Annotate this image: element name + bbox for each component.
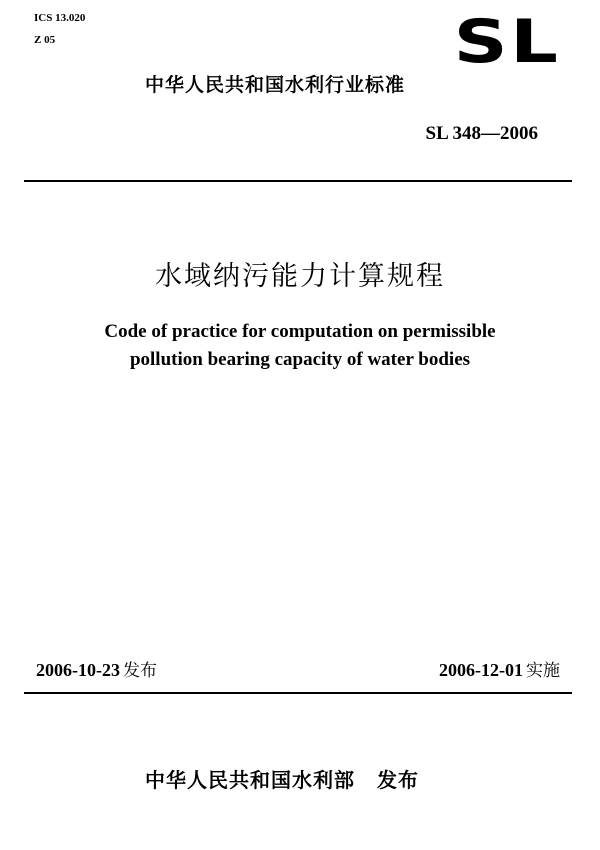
standard-type: 中华人民共和国水利行业标准 — [145, 74, 406, 96]
issuer-block — [145, 764, 419, 796]
publish-date-block — [36, 656, 157, 685]
issuer-action: 发布 — [377, 768, 419, 792]
bottom-divider — [24, 692, 572, 694]
title-chinese: 水域纳污能力计算规程 — [155, 261, 445, 292]
issuer-name: 中华人民共和国水利部 — [145, 768, 355, 792]
classification-code: Z 05 — [34, 34, 56, 46]
ics-code: ICS 13.020 — [34, 12, 86, 24]
publish-label: 发布 — [123, 661, 157, 681]
title-english — [0, 318, 600, 374]
implement-label: 实施 — [526, 661, 560, 681]
sl-logo: SL — [453, 7, 560, 77]
standard-number: SL 348—2006 — [425, 123, 538, 144]
publish-date: 2006-10-23 — [36, 660, 120, 680]
implement-date: 2006-12-01 — [439, 660, 523, 680]
top-divider — [24, 180, 572, 182]
implement-date-block — [439, 656, 560, 685]
title-english-line-2: pollution bearing capacity of water bodies — [129, 349, 471, 370]
title-english-line-1: Code of practice for computation on permissible — [104, 321, 496, 342]
